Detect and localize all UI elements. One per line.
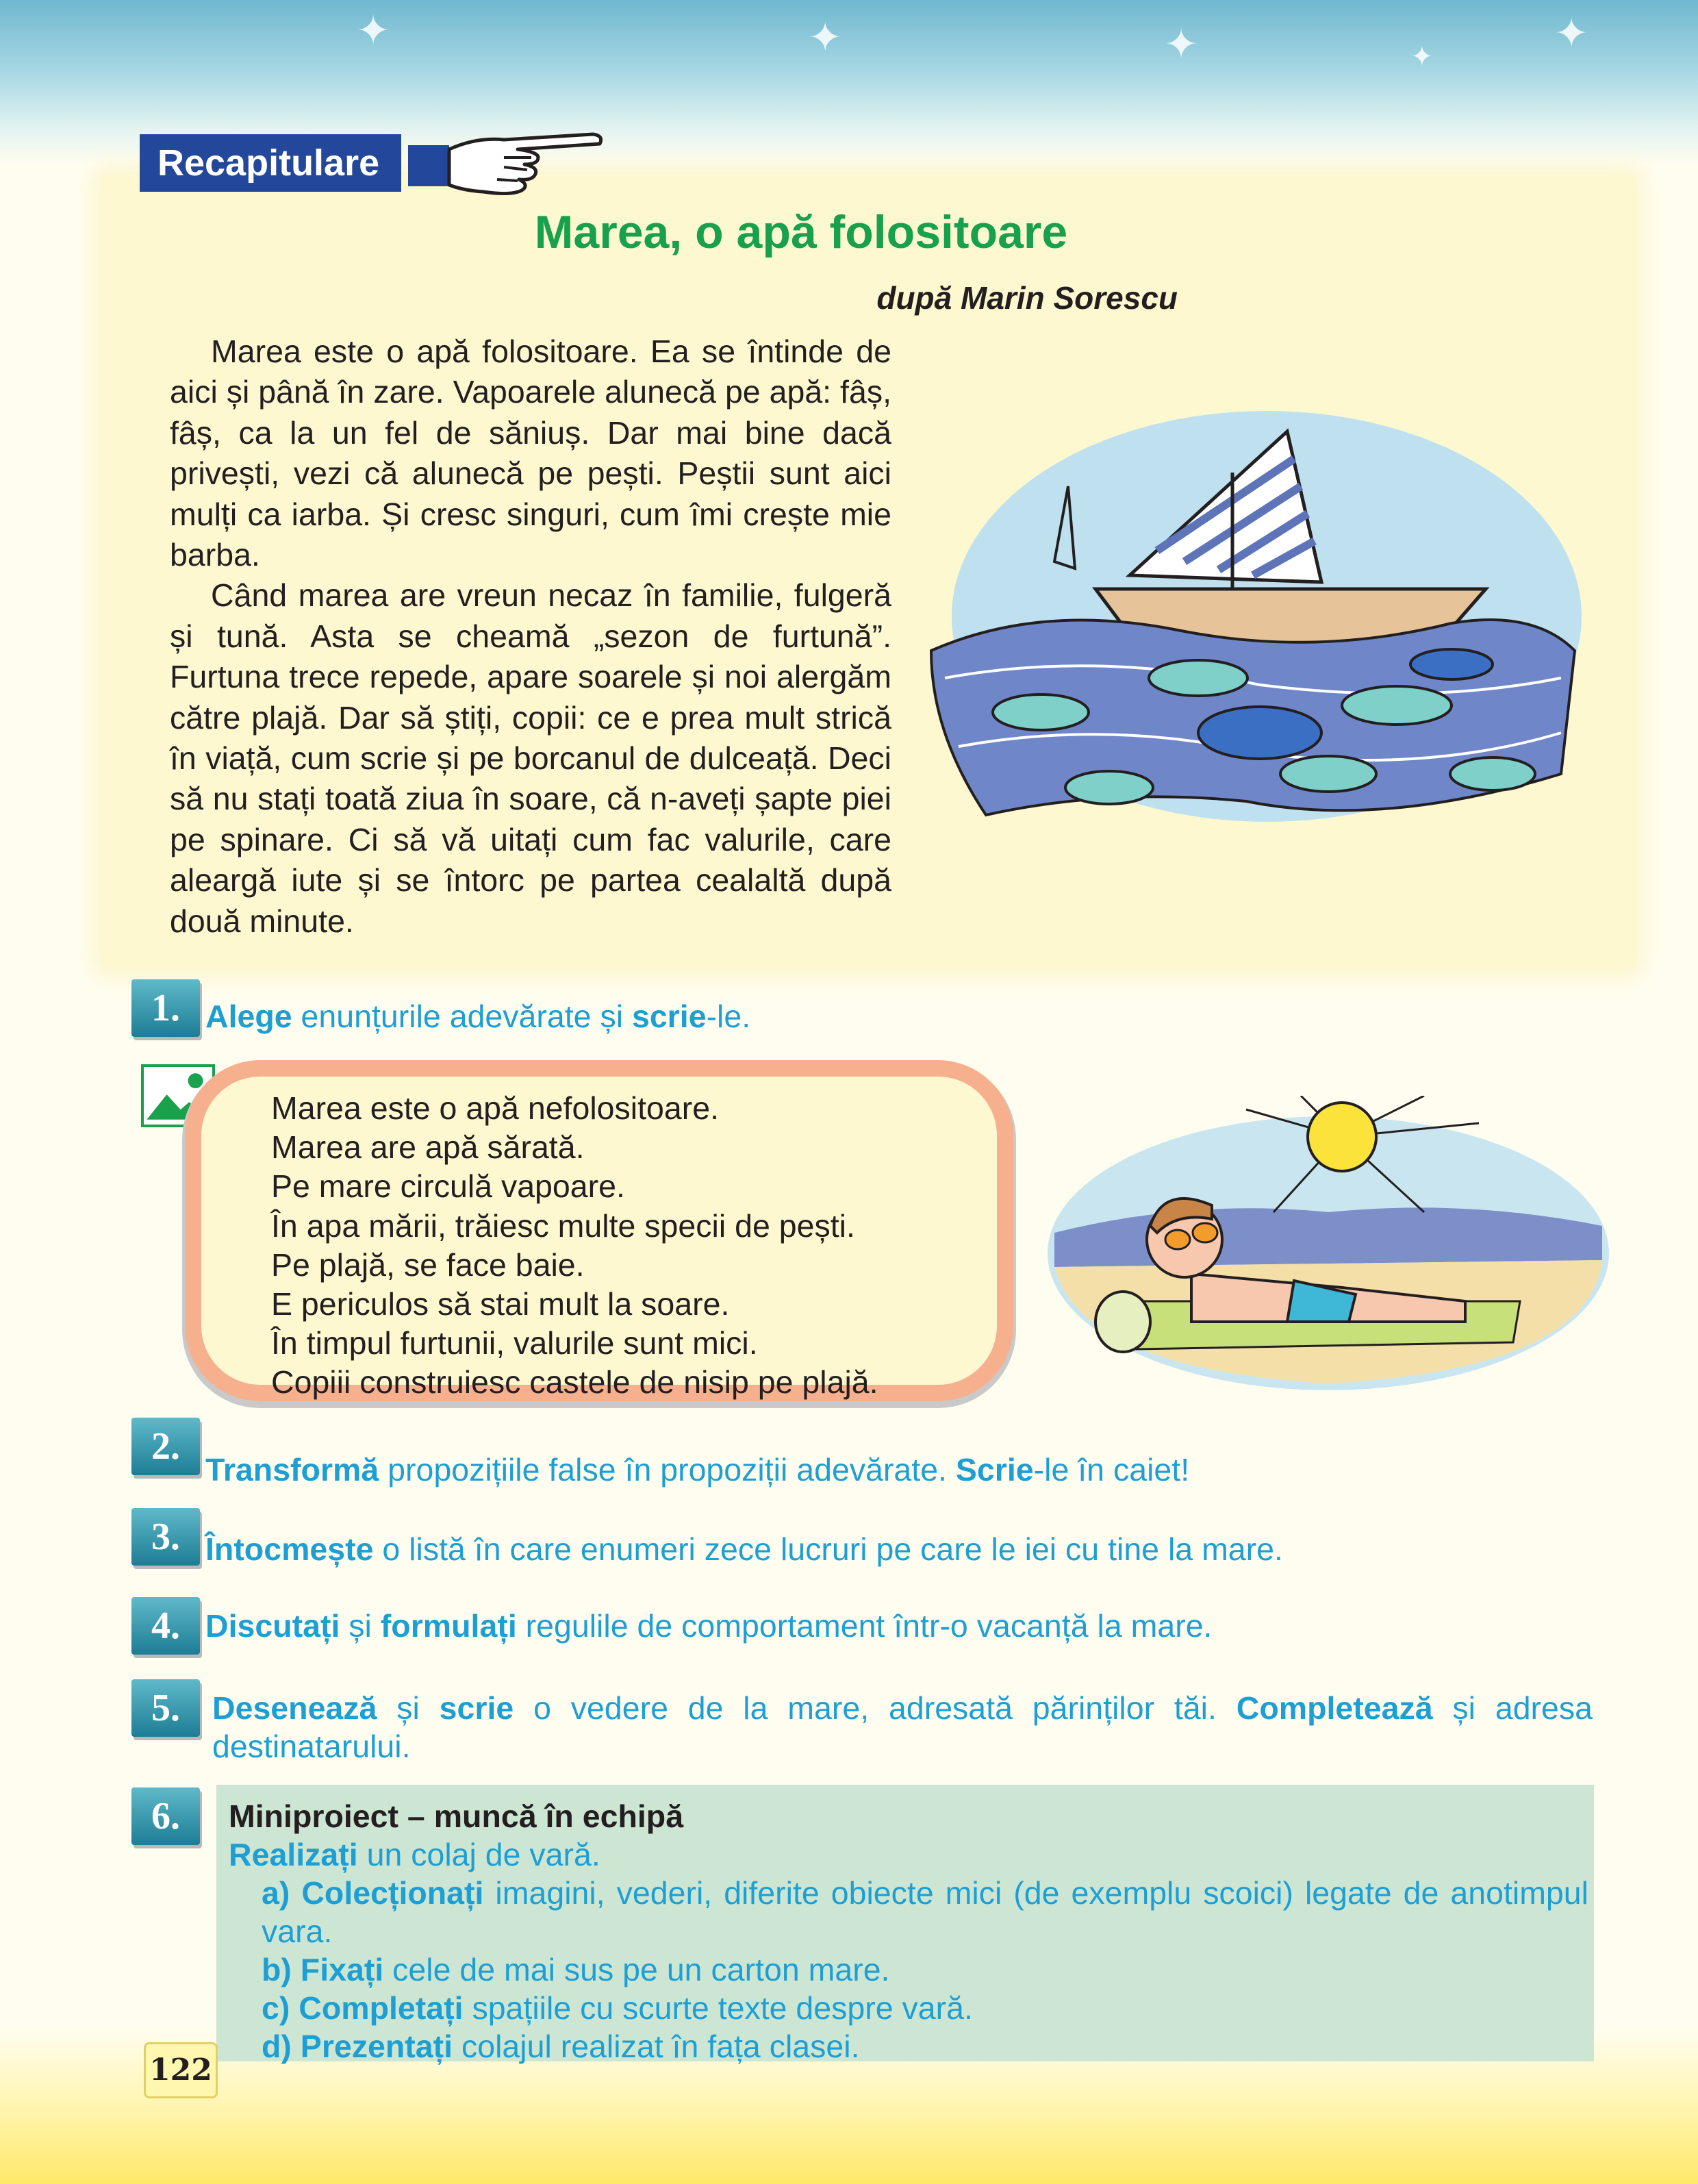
task-verb: Completează: [1236, 1690, 1433, 1726]
sparkle-decoration: ✦: [1164, 21, 1199, 67]
story-title: Marea, o apă folositoare: [534, 206, 1068, 258]
statement-item: Pe mare circulă vapoare.: [271, 1168, 625, 1205]
task-number-badge: 5.: [131, 1679, 200, 1737]
miniproject-step: [262, 1950, 1588, 1989]
miniproject-intro: [229, 1835, 1588, 1874]
step-label: a) Colecționați: [262, 1875, 484, 1911]
task-text: și: [340, 1608, 381, 1644]
task-verb: Alege: [205, 999, 292, 1034]
miniproject-steps: [229, 1874, 1588, 2066]
task-2-instruction: [205, 1451, 1189, 1489]
task-5-instruction: [212, 1689, 1593, 1766]
task-text: -le în caiet!: [1033, 1452, 1190, 1488]
task-verb: scrie: [439, 1690, 514, 1726]
story-paragraph: Când marea are vreun necaz în familie, fulgeră și tună. Asta se cheamă „sezon de furtună”. Furtuna trece repede, apare soarele și noi alergăm către plajă. Dar să știți, copii: ce e prea mult strică în viață, cum scrie și pe borcanul de dulceață. Deci să nu stați toată ziua în soare, că n-aveți șapte piei pe spinare. Ci să vă uitați cum fac valurile, care aleargă iute și se întorc pe partea cealaltă după două minute.: [170, 577, 891, 939]
task-number-badge: 1.: [131, 979, 200, 1037]
boat-and-fish-illustration: [904, 390, 1582, 883]
sparkle-decoration: ✦: [356, 8, 391, 53]
pointing-hand-icon: [401, 125, 607, 200]
task-number-badge: 6.: [131, 1787, 200, 1845]
task-verb: Discutați: [205, 1608, 340, 1644]
task-verb: Întocmește: [205, 1531, 374, 1567]
step-text: imagini, vederi, diferite obiecte mici (de exemplu scoici) legate de anotimpul vara.: [262, 1875, 1588, 1949]
task-verb: Realizați: [229, 1837, 358, 1872]
statement-item: Pe plajă, se face baie.: [271, 1246, 585, 1283]
task-verb: Transformă: [205, 1452, 379, 1488]
task-text: propozițiile false în propoziții adevărate.: [379, 1452, 956, 1488]
task-number-badge: 2.: [131, 1418, 200, 1475]
task-text: regulile de comportament într-o vacanță la mare.: [516, 1608, 1213, 1644]
recapitulare-tag: Recapitulare: [140, 134, 401, 192]
statement-item: Copiii construiesc castele de nisip pe plajă.: [271, 1364, 878, 1401]
miniproject-step: [262, 2027, 1588, 2066]
task-text: un colaj de vară.: [357, 1837, 600, 1872]
step-label: b) Fixați: [262, 1952, 384, 1987]
sparkle-decoration: ✦: [1410, 42, 1434, 72]
sparkle-decoration: ✦: [808, 14, 843, 60]
statement-item: E periculos să stai mult la soare.: [271, 1286, 730, 1322]
statement-item: Marea are apă sărată.: [271, 1129, 585, 1166]
story-text: [170, 331, 891, 942]
task-text: -le.: [706, 999, 751, 1034]
task-text: o vedere de la mare, adresată părinților tăi.: [514, 1690, 1237, 1726]
page-number: 122: [144, 2042, 218, 2098]
task-text: și: [377, 1690, 440, 1726]
step-label: c) Completați: [262, 1990, 464, 2026]
task-text: enunțurile adevărate și: [292, 999, 632, 1034]
statement-item: Marea este o apă nefolositoare.: [271, 1090, 719, 1126]
task-number-badge: 4.: [131, 1597, 200, 1655]
statement-item: În apa mării, trăiesc multe specii de pești.: [271, 1207, 855, 1244]
sparkle-decoration: ✦: [1554, 10, 1589, 56]
miniproject-heading: Miniproiect – muncă în echipă: [229, 1798, 684, 1834]
step-label: d) Prezentați: [262, 2029, 453, 2064]
miniproject-step: [262, 1874, 1588, 1950]
task-verb: Scrie: [955, 1452, 1034, 1488]
task-1-instruction: [205, 997, 750, 1035]
task-3-instruction: [205, 1530, 1283, 1568]
task-verb: Desenează: [212, 1690, 377, 1726]
task-number-badge: 3.: [131, 1508, 200, 1566]
beach-child-illustration: [1041, 1096, 1616, 1397]
task-verb: formulați: [380, 1608, 517, 1644]
statement-item: În timpul furtunii, valurile sunt mici.: [271, 1325, 758, 1361]
step-text: colajul realizat în fața clasei.: [453, 2029, 860, 2064]
statements-list: [271, 1089, 878, 1403]
task-4-instruction: [205, 1607, 1212, 1645]
task-text: o listă în care enumeri zece lucruri pe care le iei cu tine la mare.: [373, 1531, 1283, 1567]
miniproject-step: [262, 1989, 1588, 2027]
task-6-instruction: [229, 1797, 1588, 2066]
story-author: după Marin Sorescu: [876, 280, 1178, 316]
step-text: spațiile cu scurte texte despre vară.: [463, 1990, 973, 2026]
story-paragraph: Marea este o apă folositoare. Ea se întinde de aici și până în zare. Vapoarele alunecă pe apă: fâș, fâș, ca la un fel de săniuș. Dar mai bine dacă privești, vezi că alunecă pe pești. Peștii sunt aici mulți ca iarba. Și cresc singuri, cum îmi crește mie barba.: [170, 334, 891, 573]
step-text: cele de mai sus pe un carton mare.: [383, 1952, 890, 1987]
task-verb: scrie: [631, 999, 707, 1034]
task-text: și adresa destinatarului.: [212, 1690, 1593, 1764]
